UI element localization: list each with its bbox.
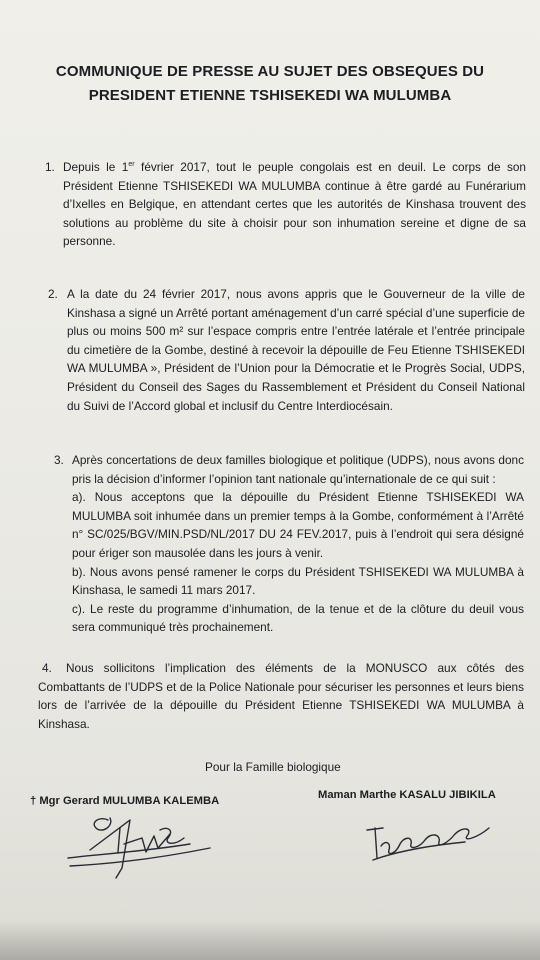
item-1-sup: er bbox=[128, 161, 135, 169]
document-title: COMMUNIQUE DE PRESSE AU SUJET DES OBSEQUES DU PRESIDENT ETIENNE TSHISEKEDI WA MULUMBA bbox=[55, 63, 485, 104]
item-1-text-b: février 2017, tout le peuple congolais est en deuil. Le corps de son Président Etienne TSHISEKEDI WA MULUMBA continue à être gardé au Funérarium d’Ixelles en Belgique, en attendant certes que les autorités de Kinshasa trouvent des solutions au problème du site à choisir pour son inhumation sereine et digne de sa personne. bbox=[63, 160, 526, 249]
item-4-paragraph bbox=[38, 659, 524, 733]
item-2-paragraph bbox=[67, 285, 525, 415]
signer-right-name: Maman Marthe KASALU JIBIKILA bbox=[318, 789, 496, 801]
signature-heading: Pour la Famille biologique bbox=[205, 760, 341, 774]
item-3-point-a: a). Nous acceptons que la dépouille du Président Etienne TSHISEKEDI WA MULUMBA soit inhumée dans un premier temps à la Gombe, conformément à l’Arrêté n° SC/025/BGV/MIN.PSD/NL/2017 DU 24 FEV.2017, puis à l’endroit qui sera désigné pour ériger son mausolée dans les jours à venir. bbox=[72, 490, 524, 560]
item-3-point-b: b). Nous avons pensé ramener le corps du Président TSHISEKEDI WA MULUMBA à Kinshasa, le samedi 11 mars 2017. bbox=[72, 564, 524, 598]
item-3-number: 3. bbox=[54, 453, 64, 467]
item-1-text-a: Depuis le 1 bbox=[63, 160, 129, 174]
item-1-paragraph bbox=[63, 158, 526, 251]
item-1-number: 1. bbox=[45, 160, 55, 174]
right-signature-image bbox=[355, 816, 495, 872]
item-3-point-c: c). Le reste du programme d’inhumation, de la tenue et de la clôture du deuil vous sera communiqué très prochainement. bbox=[72, 601, 524, 635]
item-4-text: Nous sollicitons l’implication des éléments de la MONUSCO aux côtés des Combattants de l’UDPS et de la Police Nationale pour sécuriser les personnes et leurs biens lors de l’arrivée de la dépouille du Président Etienne TSHISEKEDI WA MULUMBA à Kinshasa. bbox=[38, 661, 524, 731]
item-3-intro: Après concertations de deux familles biologique et politique (UDPS), nous avons donc pris la décision d’informer l’opinion tant nationale qu’internationale de ce qui suit : bbox=[72, 453, 524, 486]
item-3-paragraph bbox=[72, 451, 524, 637]
left-signature-image bbox=[60, 808, 220, 888]
item-2-number: 2. bbox=[48, 287, 58, 301]
item-2-text: A la date du 24 février 2017, nous avons appris que le Gouverneur de la ville de Kinshasa a signé un Arrêté portant aménagement d’un carré spécial d’une superficie de plus ou moins 500 m² sur l’espace compris entre l’entrée latérale et l’entrée principale du cimetière de la Gombe, destiné à recevoir la dépouille de Feu Etienne TSHISEKEDI WA MULUMBA », Président de l’Union pour la Démocratie et le Progrès Social, UDPS, Président du Conseil des Sages du Rassemblement et Président du Conseil National du Suivi de l’Accord global et inclusif du Centre Interdiocésain. bbox=[67, 287, 525, 413]
signer-left-name: † Mgr Gerard MULUMBA KALEMBA bbox=[30, 795, 220, 807]
item-4-number: 4. bbox=[42, 661, 52, 675]
